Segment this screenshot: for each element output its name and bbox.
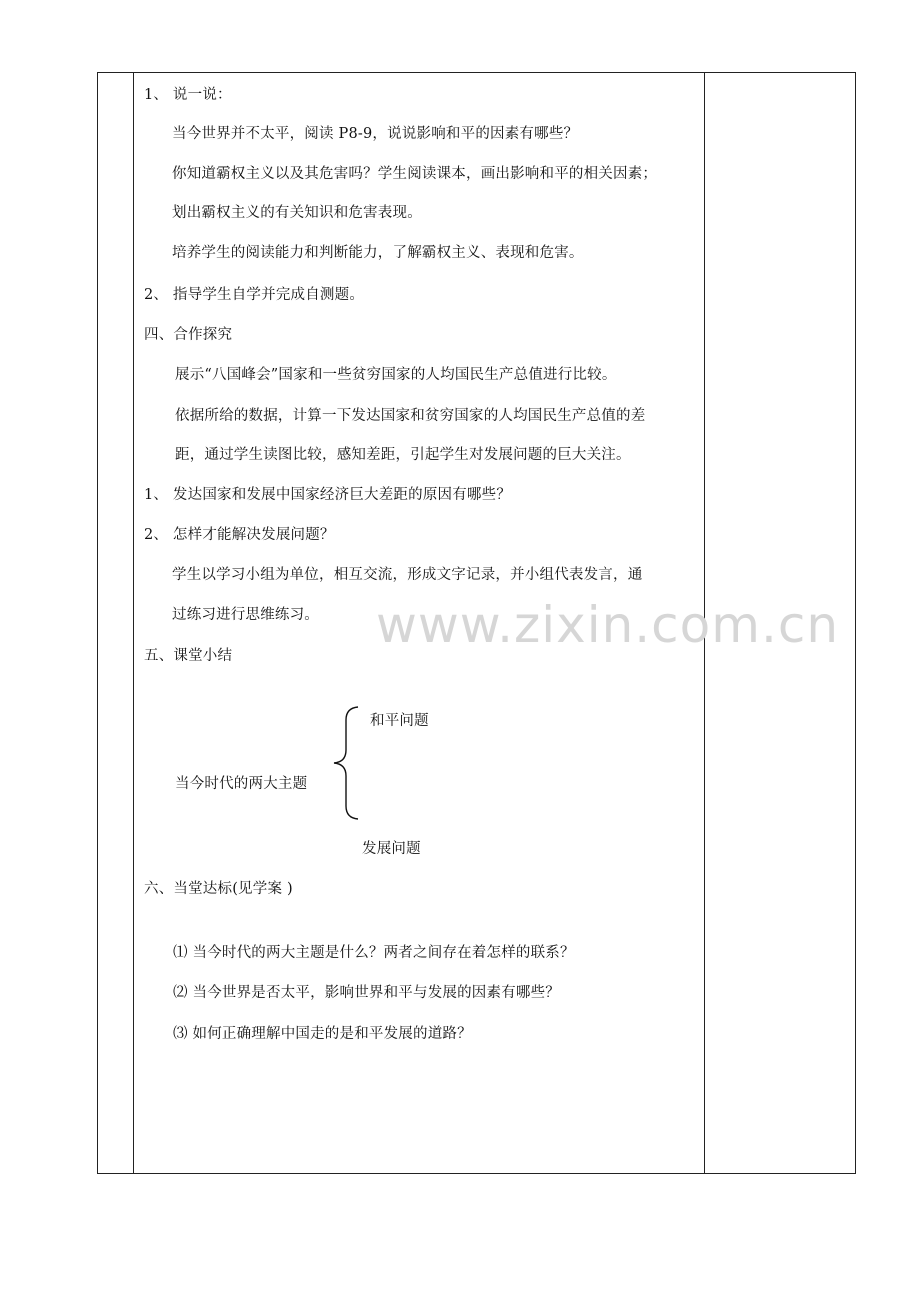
paragraph-line: 当今世界并不太平，阅读 P8-9，说说影响和平的因素有哪些？ [172,126,579,142]
exercise-item: ⑵ 当今世界是否太平，影响世界和平与发展的因素有哪些？ [173,985,561,1001]
paragraph-line: 距，通过学生读图比较，感知差距，引起学生对发展问题的巨大关注。 [175,447,631,463]
paragraph-line: 过练习进行思维练习。 [172,607,319,623]
paragraph-line: 划出霸权主义的有关知识和危害表现。 [172,205,422,221]
paragraph-line: 你知道霸权主义以及其危害吗？学生阅读课本，画出影响和平的相关因素； [172,166,658,182]
item-say-heading: 1、 说一说： [144,87,232,103]
summary-branch-peace: 和平问题 [370,713,429,729]
paragraph-line: 培养学生的阅读能力和判断能力，了解霸权主义、表现和危害。 [172,245,584,261]
summary-main-topic: 当今时代的两大主题 [175,776,308,792]
table-divider-left [133,73,134,1173]
paragraph-line: 学生以学习小组为单位，相互交流，形成文字记录，并小组代表发言，通 [172,567,643,583]
section-heading-5: 五、课堂小结 [144,648,233,664]
paragraph-line: 展示“八国峰会”国家和一些贫穷国家的人均国民生产总值进行比较。 [175,367,617,383]
summary-branch-development: 发展问题 [362,841,421,857]
watermark-text: www.zixin.com.cn [376,596,840,654]
exercise-item: ⑴ 当今时代的两大主题是什么？两者之间存在着怎样的联系？ [173,945,575,961]
summary-brace [332,706,362,820]
item-guide-heading: 2、 指导学生自学并完成自测题。 [144,287,365,303]
section-heading-6: 六、当堂达标(见学案 ) [144,881,293,897]
question-line: 2、 怎样才能解决发展问题？ [144,527,335,543]
question-line: 1、 发达国家和发展中国家经济巨大差距的原因有哪些？ [144,487,512,503]
section-heading-4: 四、合作探究 [144,327,233,343]
exercise-item: ⑶ 如何正确理解中国走的是和平发展的道路？ [173,1026,472,1042]
paragraph-line: 依据所给的数据，计算一下发达国家和贫穷国家的人均国民生产总值的差 [175,408,646,424]
